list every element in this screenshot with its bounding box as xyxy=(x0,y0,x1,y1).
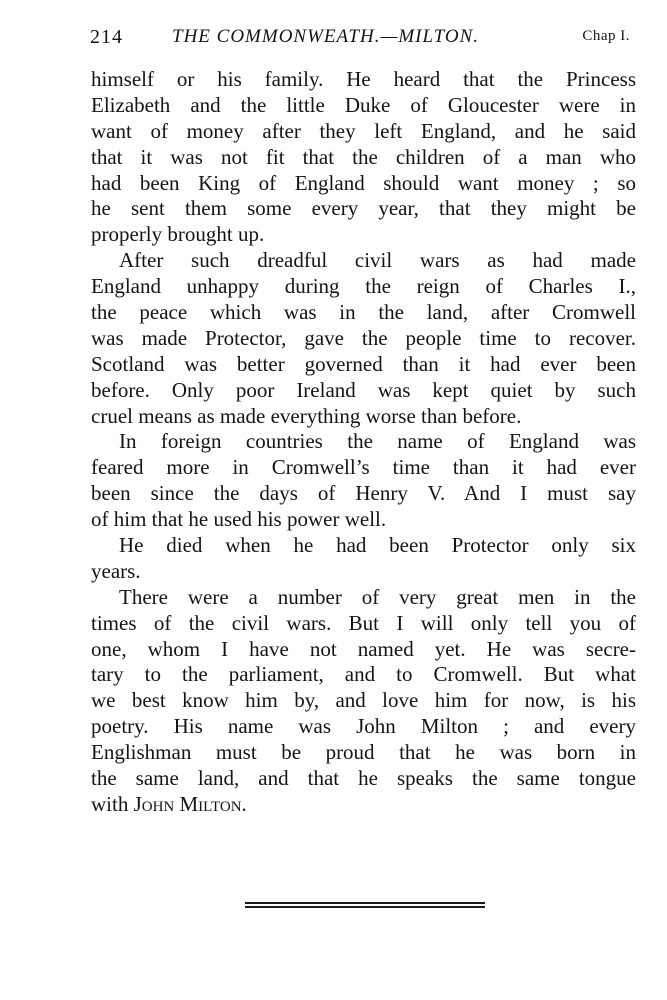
text-line: that it was not fit that the children of a man who xyxy=(91,144,636,169)
running-title: THE COMMONWEATH.—MILTON. xyxy=(172,26,480,47)
text-line: the same land, and that he speaks the same tongue xyxy=(91,766,636,791)
page-number: 214 xyxy=(90,26,123,48)
text-line: before. Only poor Ireland was kept quiet by such xyxy=(91,377,636,402)
text-line: one, whom I have not named yet. He was secre- xyxy=(91,636,636,661)
section-divider xyxy=(245,902,485,904)
final-word: with xyxy=(91,791,129,816)
running-header xyxy=(90,26,636,52)
text-line-final xyxy=(91,792,636,818)
text-line: feared more in Cromwell’s time than it had ever xyxy=(91,455,636,480)
text-line: been since the days of Henry V. And I must say xyxy=(91,481,636,506)
text-line: Elizabeth and the little Duke of Gloucester were in xyxy=(91,92,636,117)
text-line: England unhappy during the reign of Charles I., xyxy=(91,274,636,299)
text-line: He died when he had been Protector only six xyxy=(119,533,636,558)
text-line: of him that he used his power well. xyxy=(91,507,387,532)
text-line: Englishman must be proud that he was born in xyxy=(91,740,636,765)
text-line: cruel means as made everything worse than before. xyxy=(91,403,522,428)
text-line: In foreign countries the name of England was xyxy=(119,429,636,454)
text-line: himself or his family. He heard that the Princess xyxy=(91,67,636,91)
text-line: want of money after they left England, and he said xyxy=(91,118,636,143)
text-line: properly brought up. xyxy=(91,222,265,247)
text-line: was made Protector, gave the people time to recover. xyxy=(91,325,636,350)
text-line: we best know him by, and love him for now, is his xyxy=(91,688,636,713)
text-line: the peace which was in the land, after Cromwell xyxy=(91,300,636,325)
text-line: times of the civil wars. But I will only tell you of xyxy=(91,610,636,635)
chapter-label: Chap I. xyxy=(582,28,630,44)
text-line: had been King of England should want money ; so xyxy=(91,170,636,195)
text-line: After such dreadful civil wars as had made xyxy=(119,248,636,273)
text-line: he sent them some every year, that they might be xyxy=(91,196,636,221)
text-line: Scotland was better governed than it had ever been xyxy=(91,351,636,376)
text-line: years. xyxy=(91,558,141,583)
section-divider xyxy=(245,906,485,908)
text-line: There were a number of very great men in the xyxy=(119,584,636,609)
closing-name: John Milton. xyxy=(133,791,247,816)
text-line: tary to the parliament, and to Cromwell. But what xyxy=(91,662,636,687)
text-line: poetry. His name was John Milton ; and every xyxy=(91,714,636,739)
body-text xyxy=(91,67,636,818)
